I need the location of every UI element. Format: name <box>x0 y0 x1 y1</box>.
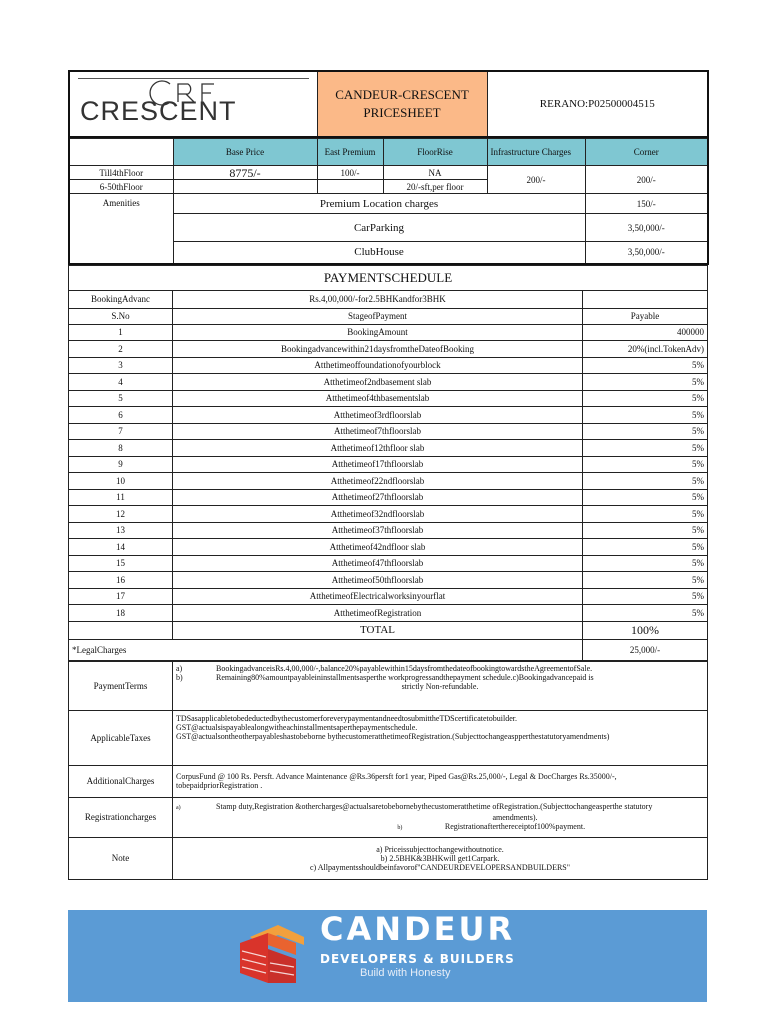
reg-b-marker: b) <box>397 824 403 831</box>
schedule-payable: 5% <box>583 489 708 506</box>
project-name: CANDEUR-CRESCENT <box>335 87 469 102</box>
col-payable: Payable <box>583 308 708 324</box>
schedule-sno: 8 <box>69 440 173 457</box>
applicable-taxes-label: ApplicableTaxes <box>69 710 173 765</box>
schedule-payable: 5% <box>583 423 708 440</box>
infrastructure-value: 200/- <box>487 166 585 194</box>
registration-charges-text <box>173 797 708 837</box>
schedule-row <box>69 407 708 424</box>
schedule-stage: Atthetimeof27thfloorslab <box>173 489 583 506</box>
total-label: TOTAL <box>173 621 583 639</box>
registration-b: Registrationafterthereceiptof100%payment. <box>444 821 586 831</box>
total-value: 100% <box>583 621 708 639</box>
schedule-stage: Atthetimeof7thfloorslab <box>173 423 583 440</box>
footer-tagline: Build with Honesty <box>360 967 451 979</box>
schedule-stage: Atthetimeof17thfloorslab <box>173 456 583 473</box>
schedule-row <box>69 539 708 556</box>
registration-a: Stamp duty,Registration &othercharges@actualsaretobebornebythecustomeratthetime ofRegistration.(Subjecttochangeasperthe statutory <box>216 801 653 811</box>
schedule-sno: 15 <box>69 555 173 572</box>
car-parking-value: 3,50,000/- <box>585 214 708 242</box>
schedule-sno: 2 <box>69 341 173 358</box>
schedule-payable: 5% <box>583 506 708 523</box>
schedule-row <box>69 473 708 490</box>
terms-a-marker: a) <box>176 663 183 673</box>
schedule-row <box>69 324 708 341</box>
price-sheet <box>68 70 707 880</box>
schedule-payable: 20%(incl.TokenAdv) <box>583 341 708 358</box>
schedule-stage: AtthetimeofElectricalworksinyourflat <box>173 588 583 605</box>
schedule-payable: 5% <box>583 456 708 473</box>
col-base-price: Base Price <box>173 139 317 166</box>
booking-advance-value: Rs.4,00,000/-for2.5BHKandfor3BHK <box>173 290 583 308</box>
schedule-row <box>69 572 708 589</box>
schedule-row <box>69 456 708 473</box>
schedule-payable: 5% <box>583 357 708 374</box>
schedule-sno: 3 <box>69 357 173 374</box>
schedule-sno: 1 <box>69 324 173 341</box>
schedule-row <box>69 440 708 457</box>
note-b: b) 2.5BHK&3BHKwill get1Carpark. <box>380 853 500 863</box>
candeur-cube-logo-icon <box>238 923 308 989</box>
club-house-value: 3,50,000/- <box>585 242 708 264</box>
schedule-sno: 13 <box>69 522 173 539</box>
row-label-6-50: 6-50thFloor <box>69 180 173 194</box>
floor-rise-na: NA <box>383 166 487 180</box>
schedule-sno: 6 <box>69 407 173 424</box>
schedule-stage: Atthetimeof12thfloor slab <box>173 440 583 457</box>
schedule-stage: Atthetimeof3rdfloorslab <box>173 407 583 424</box>
schedule-sno: 11 <box>69 489 173 506</box>
payment-schedule-title: PAYMENTSCHEDULE <box>69 265 708 290</box>
schedule-payable: 5% <box>583 522 708 539</box>
premium-location-label: Premium Location charges <box>173 194 585 214</box>
schedule-stage: Atthetimeoffoundationofyourblock <box>173 357 583 374</box>
col-stage: StageofPayment <box>173 308 583 324</box>
price-table <box>68 138 709 265</box>
taxes-line-2: GST@actualsispayablealongwitheachinstallmentsaperthepaymentschedule. <box>176 722 418 732</box>
schedule-row <box>69 605 708 622</box>
schedule-payable: 5% <box>583 539 708 556</box>
additional-line-1: CorpusFund @ 100 Rs. Persft. Advance Maintenance @Rs.36persft for1 year, Piped Gas@Rs.25,000/-, Legal & DocCharges Rs.35000/-, <box>176 772 617 781</box>
schedule-stage: Bookingadvancewithin21daysfromtheDateofBooking <box>173 341 583 358</box>
registration-a2: amendments). <box>492 812 538 822</box>
payment-terms-b2: strictly Non-refundable. <box>401 681 479 691</box>
schedule-stage: BookingAmount <box>173 324 583 341</box>
schedule-sno: 7 <box>69 423 173 440</box>
taxes-line-3: GST@actualsontheotherpayableshastobeborne bythecustomeratthetimeofRegistration.(Subjecttochangeaspperthestatutoryamendments) <box>176 731 610 741</box>
base-price-value: 8775/- <box>173 166 317 180</box>
schedule-payable: 5% <box>583 555 708 572</box>
schedule-row <box>69 423 708 440</box>
schedule-payable: 5% <box>583 374 708 391</box>
applicable-taxes-text <box>173 710 708 765</box>
additional-line-2: tobepaidpriorRegistration . <box>176 781 263 790</box>
payment-terms-b: Remaining80%amountpayableininstallmentsasperthe workprogressandthepayment schedule.c)Bookingadvancepaid is <box>216 672 594 682</box>
payment-terms-label: PaymentTerms <box>69 661 173 710</box>
amenities-label: Amenities <box>69 194 173 264</box>
corner-value: 200/- <box>585 166 708 194</box>
schedule-stage: AtthetimeofRegistration <box>173 605 583 622</box>
premium-location-value: 150/- <box>585 194 708 214</box>
additional-charges-label: AdditionalCharges <box>69 765 173 797</box>
row-label-till4: Till4thFloor <box>69 166 173 180</box>
terms-b-marker: b) <box>176 672 183 682</box>
payment-terms-a: BookingadvanceisRs.4,00,000/-,balance20%payablewithin15daysfromthedateofbookingtowardstheAgreementofSale. <box>216 663 593 673</box>
schedule-row <box>69 489 708 506</box>
schedule-sno: 5 <box>69 390 173 407</box>
east-premium-value: 100/- <box>317 166 383 180</box>
schedule-sno: 12 <box>69 506 173 523</box>
schedule-stage: Atthetimeof50thfloorslab <box>173 572 583 589</box>
schedule-row <box>69 522 708 539</box>
schedule-row <box>69 374 708 391</box>
schedule-row <box>69 588 708 605</box>
logo-wordmark: CRESCENT <box>80 96 237 126</box>
col-floor-rise: FloorRise <box>383 139 487 166</box>
footer-brand: CANDEUR <box>320 910 516 948</box>
reg-a-marker: a) <box>176 804 181 811</box>
booking-advance-label: BookingAdvanc <box>69 290 173 308</box>
note-label: Note <box>69 837 173 879</box>
schedule-payable: 400000 <box>583 324 708 341</box>
schedule-payable: 5% <box>583 588 708 605</box>
schedule-sno: 9 <box>69 456 173 473</box>
project-title-cell <box>317 71 487 137</box>
schedule-stage: Atthetimeof47thfloorslab <box>173 555 583 572</box>
car-parking-label: CarParking <box>173 214 585 242</box>
schedule-payable: 5% <box>583 605 708 622</box>
floor-rise-value: 20/-sft,per floor <box>383 180 487 194</box>
legal-charges-label: *LegalCharges <box>69 639 583 660</box>
schedule-stage: Atthetimeof42ndfloor slab <box>173 539 583 556</box>
schedule-stage: Atthetimeof37thfloorslab <box>173 522 583 539</box>
schedule-row <box>69 555 708 572</box>
header-table <box>68 70 709 138</box>
schedule-sno: 18 <box>69 605 173 622</box>
legal-charges-value: 25,000/- <box>583 639 708 660</box>
schedule-row <box>69 390 708 407</box>
footer-subtitle: DEVELOPERS & BUILDERS <box>320 952 515 966</box>
schedule-stage: Atthetimeof22ndfloorslab <box>173 473 583 490</box>
note-c: c) Allpaymentsshouldbeinfavorof"CANDEURDEVELOPERSANDBUILDERS" <box>309 862 571 872</box>
club-house-label: ClubHouse <box>173 242 585 264</box>
schedule-row <box>69 357 708 374</box>
footer-banner <box>68 910 707 1002</box>
schedule-payable: 5% <box>583 473 708 490</box>
sheet-name: PRICESHEET <box>363 105 441 120</box>
note-text <box>173 837 708 879</box>
registration-charges-label: Registrationcharges <box>69 797 173 837</box>
col-corner: Corner <box>585 139 708 166</box>
schedule-row <box>69 506 708 523</box>
schedule-payable: 5% <box>583 390 708 407</box>
payment-terms-text <box>173 661 708 710</box>
schedule-payable: 5% <box>583 440 708 457</box>
schedule-payable: 5% <box>583 572 708 589</box>
schedule-sno: 10 <box>69 473 173 490</box>
col-infrastructure: Infrastructure Charges <box>487 139 585 166</box>
terms-table <box>68 661 708 880</box>
schedule-sno: 4 <box>69 374 173 391</box>
schedule-payable: 5% <box>583 407 708 424</box>
crescent-logo <box>69 71 317 137</box>
schedule-stage: Atthetimeof4thbasementslab <box>173 390 583 407</box>
col-sno: S.No <box>69 308 173 324</box>
schedule-sno: 17 <box>69 588 173 605</box>
schedule-rows <box>69 324 708 621</box>
payment-schedule-table <box>68 265 708 661</box>
schedule-sno: 14 <box>69 539 173 556</box>
additional-charges-text <box>173 765 708 797</box>
schedule-sno: 16 <box>69 572 173 589</box>
logo-line-top <box>78 78 309 79</box>
schedule-row <box>69 341 708 358</box>
note-a: a) Priceissubjecttochangewithoutnotice. <box>376 844 504 854</box>
col-east-premium: East Premium <box>317 139 383 166</box>
taxes-line-1: TDSasapplicabletobedeductedbythecustomerforeverypaymentandneedtosubmittheTDScertificatetobuilder. <box>176 713 517 723</box>
schedule-stage: Atthetimeof2ndbasement slab <box>173 374 583 391</box>
schedule-stage: Atthetimeof32ndfloorslab <box>173 506 583 523</box>
rera-number: RERANO:P02500004515 <box>487 71 708 137</box>
